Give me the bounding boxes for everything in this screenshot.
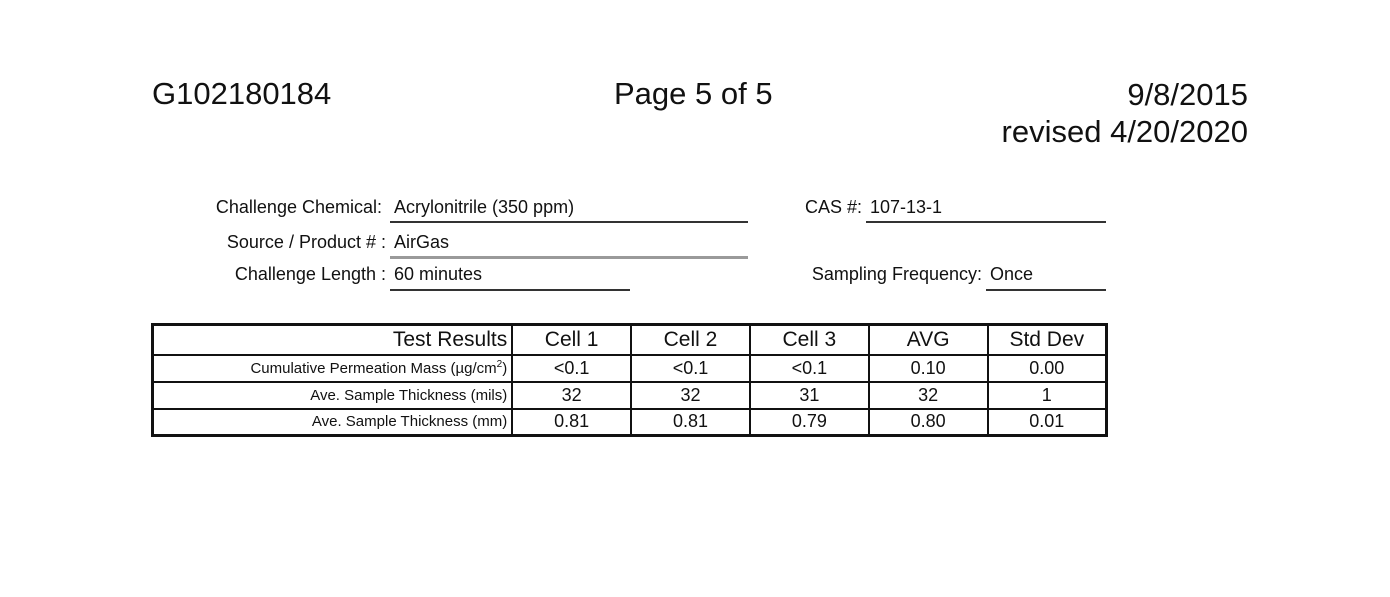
table-cell: 1 [988,382,1107,409]
document-id: G102180184 [152,76,332,111]
table-cell: <0.1 [631,355,750,382]
header-std-dev: Std Dev [988,325,1107,355]
header-test-results: Test Results [153,325,513,355]
revised-date: revised 4/20/2020 [1001,114,1248,149]
row-label-thickness-mils: Ave. Sample Thickness (mils) [153,382,513,409]
row-label-superscript: 2 [496,358,503,370]
challenge-length-label: Challenge Length : [234,264,386,284]
challenge-chemical-label: Challenge Chemical: [215,197,382,217]
row-label-thickness-mm: Ave. Sample Thickness (mm) [153,409,513,436]
header-cell-1: Cell 1 [512,325,631,355]
row-label-tail: ) [502,359,508,377]
page-indicator: Page 5 of 5 [614,76,773,111]
row-label-text: Cumulative Permeation Mass (µg/cm [250,359,497,377]
table-row [153,409,1107,436]
table-cell: 32 [631,382,750,409]
header-cell-3: Cell 3 [750,325,869,355]
table-cell: <0.1 [750,355,869,382]
challenge-chemical-value: Acrylonitrile (350 ppm) [390,196,748,223]
table-cell: 31 [750,382,869,409]
table-cell: 0.79 [750,409,869,436]
table-cell: 32 [869,382,988,409]
table-cell: 0.81 [631,409,750,436]
header-cell-2: Cell 2 [631,325,750,355]
report-date: 9/8/2015 [1127,77,1248,112]
row-label-permeation-mass [153,355,513,382]
table-cell: 0.81 [512,409,631,436]
table-header-row [153,325,1107,355]
source-label: Source / Product # : [226,232,386,252]
test-results-table [151,323,1108,437]
table-cell: 32 [512,382,631,409]
header-avg: AVG [869,325,988,355]
table-cell: 0.01 [988,409,1107,436]
sampling-frequency-label: Sampling Frequency: [811,264,982,284]
table-row [153,355,1107,382]
challenge-length-value: 60 minutes [390,263,630,291]
table-cell: 0.00 [988,355,1107,382]
source-value: AirGas [390,231,748,259]
table-cell: <0.1 [512,355,631,382]
cas-value: 107-13-1 [866,196,1106,223]
sampling-frequency-value: Once [986,263,1106,291]
date-block [1002,76,1248,150]
cas-label: CAS #: [804,197,862,217]
table-cell: 0.10 [869,355,988,382]
table-row [153,382,1107,409]
table-cell: 0.80 [869,409,988,436]
